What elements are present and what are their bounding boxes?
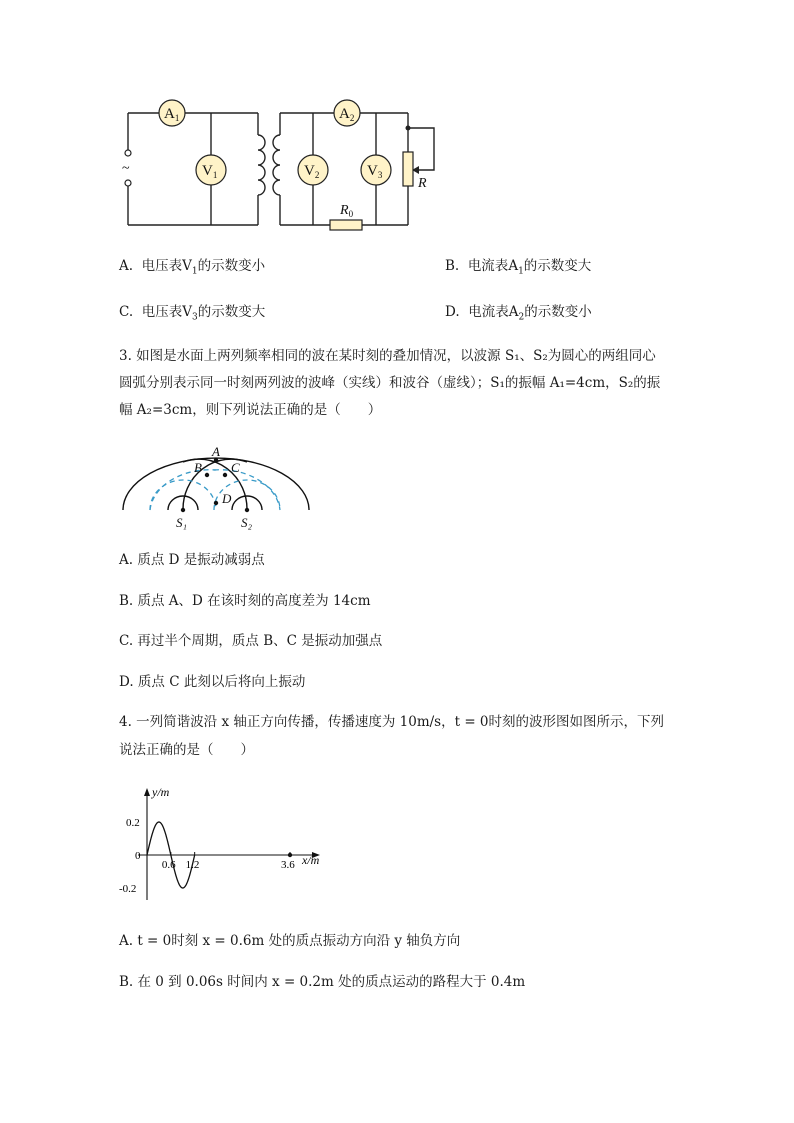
q2-option-d: D. 电流表$A_2$的示数变小 — [445, 304, 592, 323]
rheostat-r-label: R — [418, 176, 427, 191]
point-c-label: C — [231, 460, 240, 475]
x-axis-label: x/m — [302, 853, 320, 867]
q3-option-c: C. 再过半个周期，质点 B、C 是振动加强点 — [119, 633, 383, 649]
x-marker-point — [288, 853, 292, 857]
q3-option-d: D. 质点 C 此刻以后将向上振动 — [119, 674, 306, 690]
y-tick-label: 0.2 — [126, 817, 140, 829]
source-s1-label: S₁ — [176, 515, 188, 530]
q2-option-b: B. 电流表$A_1$的示数变大 — [445, 258, 592, 277]
source-s2-label: S₂ — [241, 515, 253, 530]
voltmeter-v3-label: $V_3$ — [367, 163, 383, 180]
y-tick-label: 0 — [135, 850, 141, 862]
x-tick-label: 3.6 — [281, 859, 295, 871]
resistor-r0-label: $R_0$ — [340, 203, 354, 219]
q2-option-a: A. 电压表$V_1$的示数变小 — [119, 258, 266, 277]
wave-interference-diagram — [115, 440, 320, 535]
q4-option-b: B. 在 0 到 0.06s 时间内 x = 0.2m 处的质点运动的路程大于 0.4m — [119, 974, 526, 990]
voltmeter-v2-label: $V_2$ — [304, 163, 320, 180]
q3-stem-line-1: 3. 如图是水面上两列频率相同的波在某时刻的叠加情况，以波源 S₁、S₂为圆心的两组同心 — [119, 348, 656, 364]
q3-option-a: A. 质点 D 是振动减弱点 — [119, 552, 265, 568]
y-tick-label: -0.2 — [119, 883, 137, 895]
q3-option-b: B. 质点 A、D 在该时刻的高度差为 14cm — [119, 593, 371, 609]
point-b-label: B — [194, 460, 202, 475]
q3-stem-line-3: 幅 A₂=3cm，则下列说法正确的是（ ） — [119, 402, 382, 418]
q3-stem-line-2: 圆弧分别表示同一时刻两列波的波峰（实线）和波谷（虚线）；S₁的振幅 A₁=4cm，S₂的振 — [119, 375, 661, 391]
x-tick-label: 1.2 — [185, 859, 200, 871]
q4-stem-line-2: 说法正确的是（ ） — [119, 742, 254, 758]
q4-option-a: A. t = 0时刻 x = 0.6m 处的质点振动方向沿 y 轴负方向 — [119, 933, 461, 949]
point-d-label: D — [222, 491, 232, 506]
y-axis-label: y/m — [152, 785, 170, 799]
x-tick-label: 0.6 — [161, 859, 176, 871]
ammeter-a2-label: $A_2$ — [339, 106, 355, 123]
q2-option-c: C. 电压表$V_3$的示数变大 — [119, 304, 266, 323]
q4-stem-line-1: 4. 一列简谐波沿 x 轴正方向传播，传播速度为 10m/s，t = 0时刻的波形图如图所示，下列 — [119, 714, 665, 730]
waveform-chart — [115, 780, 330, 910]
ammeter-a1-label: $A_1$ — [164, 106, 180, 123]
ac-source-symbol: ~ — [122, 161, 130, 176]
voltmeter-v1-label: $V_1$ — [202, 163, 218, 180]
circuit-diagram — [110, 90, 450, 240]
point-a-label: A — [212, 444, 220, 459]
